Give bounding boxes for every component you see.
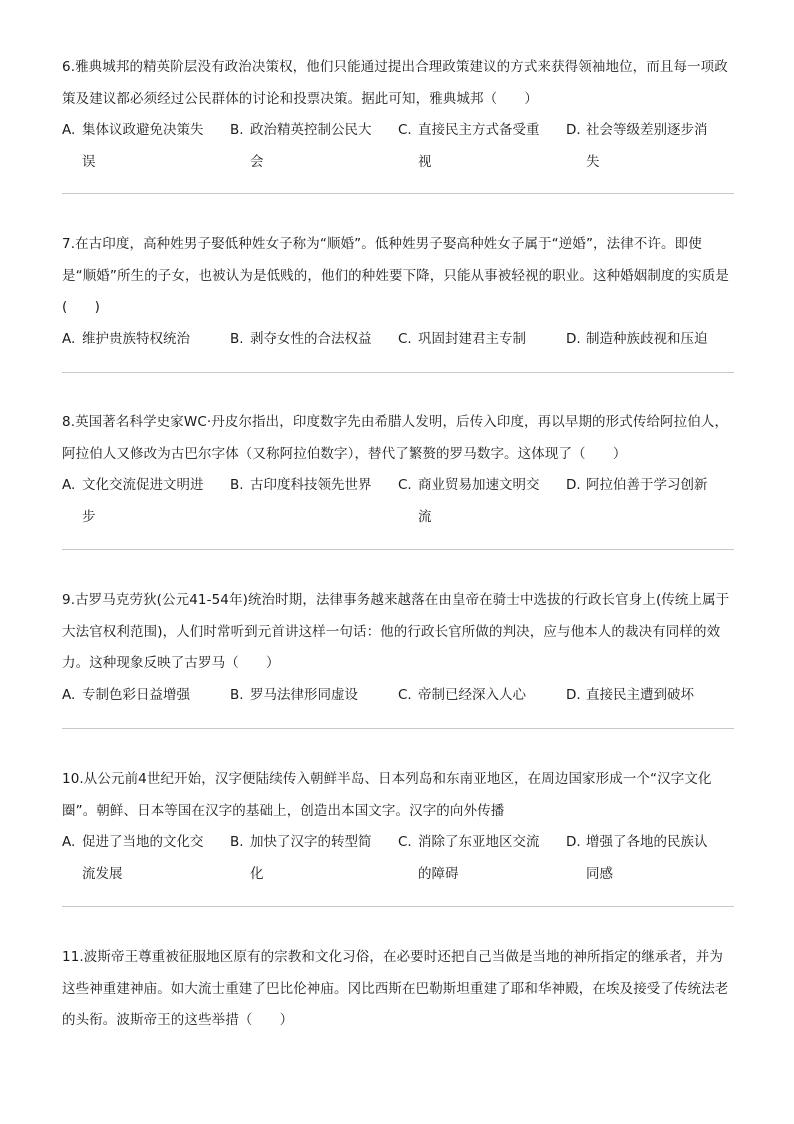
question-stem: 9.古罗马克劳狄(公元41-54年)统治时期，法律事务越来越落在由皇帝在骑士中选拔的行政长官身上(传统上属于大法官权利范围)，人们时常听到元首讲这样一句话：他的行政长官所做的判决，应与他本人的裁决有同样的效力。这种现象反映了古罗马（ ） bbox=[62, 592, 730, 671]
option-a[interactable] bbox=[62, 827, 230, 890]
option-letter: C. bbox=[398, 122, 412, 138]
option-letter: C. bbox=[398, 477, 412, 493]
option-list bbox=[62, 680, 734, 712]
question-stem: 10.从公元前4世纪开始，汉字便陆续传入朝鲜半岛、日本列岛和东南亚地区，在周边国家形成一个“汉字文化圈”。朝鲜、日本等国在汉字的基础上，创造出本国文字。汉字的向外传播 bbox=[62, 771, 712, 819]
option-letter: D. bbox=[566, 834, 581, 850]
option-text: 增强了各地的民族认同感 bbox=[586, 834, 708, 882]
option-letter: A. bbox=[62, 477, 76, 493]
option-letter: B. bbox=[230, 122, 244, 138]
option-d[interactable] bbox=[566, 115, 734, 178]
question-stem: 11.波斯帝王尊重被征服地区原有的宗教和文化习俗，在必要时还把自己当做是当地的神所指定的继承者，并为这些神重建神庙。如大流士重建了巴比伦神庙。冈比西斯在巴勒斯坦重建了耶和华神殿，在埃及接受了传统法老的头衔。波斯帝王的这些举措（ ） bbox=[62, 949, 729, 1028]
option-letter: C. bbox=[398, 686, 412, 703]
option-list bbox=[62, 470, 734, 533]
option-letter: B. bbox=[230, 477, 244, 493]
question-7 bbox=[62, 229, 734, 355]
option-letter: C. bbox=[398, 330, 412, 347]
option-text: 帝制已经深入人心 bbox=[418, 686, 526, 703]
option-letter: B. bbox=[230, 686, 244, 703]
option-c[interactable] bbox=[398, 115, 566, 178]
option-text: 集体议政避免决策失误 bbox=[82, 122, 204, 170]
option-text: 制造种族歧视和压迫 bbox=[586, 330, 708, 347]
option-letter: B. bbox=[230, 330, 244, 347]
option-text: 专制色彩日益增强 bbox=[82, 686, 190, 703]
divider bbox=[62, 372, 734, 373]
question-6 bbox=[62, 52, 734, 178]
divider bbox=[62, 906, 734, 907]
divider bbox=[62, 728, 734, 729]
option-text: 消除了东亚地区交流的障碍 bbox=[418, 834, 540, 882]
option-b[interactable] bbox=[230, 827, 398, 890]
question-8 bbox=[62, 407, 734, 533]
option-text: 直接民主方式备受重视 bbox=[418, 122, 540, 170]
option-a[interactable] bbox=[62, 324, 230, 356]
question-stem: 6.雅典城邦的精英阶层没有政治决策权，他们只能通过提出合理政策建议的方式来获得领袖地位，而且每一项政策及建议都必须经过公民群体的讨论和投票决策。据此可知，雅典城邦（ ） bbox=[62, 59, 728, 107]
option-letter: D. bbox=[566, 330, 581, 347]
option-letter: A. bbox=[62, 330, 76, 347]
option-letter: D. bbox=[566, 477, 581, 493]
option-text: 商业贸易加速文明交流 bbox=[418, 477, 540, 525]
option-a[interactable] bbox=[62, 680, 230, 712]
option-letter: D. bbox=[566, 122, 581, 138]
question-11 bbox=[62, 942, 734, 1037]
option-letter: C. bbox=[398, 834, 412, 850]
option-d[interactable] bbox=[566, 324, 734, 356]
question-9 bbox=[62, 585, 734, 711]
divider bbox=[62, 193, 734, 194]
option-b[interactable] bbox=[230, 680, 398, 712]
option-text: 促进了当地的文化交流发展 bbox=[82, 834, 204, 882]
option-text: 社会等级差别逐步消失 bbox=[586, 122, 708, 170]
option-letter: D. bbox=[566, 686, 581, 703]
option-letter: B. bbox=[230, 834, 244, 850]
option-letter: A. bbox=[62, 834, 76, 850]
option-text: 剥夺女性的合法权益 bbox=[250, 330, 372, 347]
question-stem: 8.英国著名科学史家WC·丹皮尔指出，印度数字先由希腊人发明，后传入印度，再以早期的形式传给阿拉伯人，阿拉伯人又修改为古巴尔字体（又称阿拉伯数字），替代了繁赘的罗马数字。这体现了（ ） bbox=[62, 414, 729, 462]
option-list bbox=[62, 827, 734, 890]
option-c[interactable] bbox=[398, 324, 566, 356]
option-c[interactable] bbox=[398, 680, 566, 712]
question-10 bbox=[62, 764, 734, 890]
option-text: 古印度科技领先世界 bbox=[250, 477, 372, 493]
option-b[interactable] bbox=[230, 115, 398, 178]
option-d[interactable] bbox=[566, 680, 734, 712]
option-a[interactable] bbox=[62, 115, 230, 178]
option-text: 罗马法律形同虚设 bbox=[250, 686, 358, 703]
option-list bbox=[62, 324, 734, 356]
divider bbox=[62, 549, 734, 550]
option-d[interactable] bbox=[566, 827, 734, 890]
option-c[interactable] bbox=[398, 470, 566, 533]
option-text: 阿拉伯善于学习创新 bbox=[586, 477, 708, 493]
option-b[interactable] bbox=[230, 324, 398, 356]
option-letter: A. bbox=[62, 122, 76, 138]
option-letter: A. bbox=[62, 686, 76, 703]
option-list bbox=[62, 115, 734, 178]
option-c[interactable] bbox=[398, 827, 566, 890]
option-text: 直接民主遭到破坏 bbox=[586, 686, 694, 703]
option-a[interactable] bbox=[62, 470, 230, 533]
option-b[interactable] bbox=[230, 470, 398, 533]
option-text: 加快了汉字的转型简化 bbox=[250, 834, 372, 882]
option-d[interactable] bbox=[566, 470, 734, 533]
option-text: 文化交流促进文明进步 bbox=[82, 477, 204, 525]
question-stem: 7.在古印度，高种姓男子娶低种姓女子称为“顺婚”。低种姓男子娶高种姓女子属于“逆婚”，法律不许。即使是“顺婚”所生的子女，也被认为是低贱的，他们的种姓要下降，只能从事被轻视的职业。这种婚姻制度的实质是( ) bbox=[62, 236, 729, 315]
option-text: 维护贵族特权统治 bbox=[82, 330, 190, 347]
option-text: 巩固封建君主专制 bbox=[418, 330, 526, 347]
option-text: 政治精英控制公民大会 bbox=[250, 122, 372, 170]
